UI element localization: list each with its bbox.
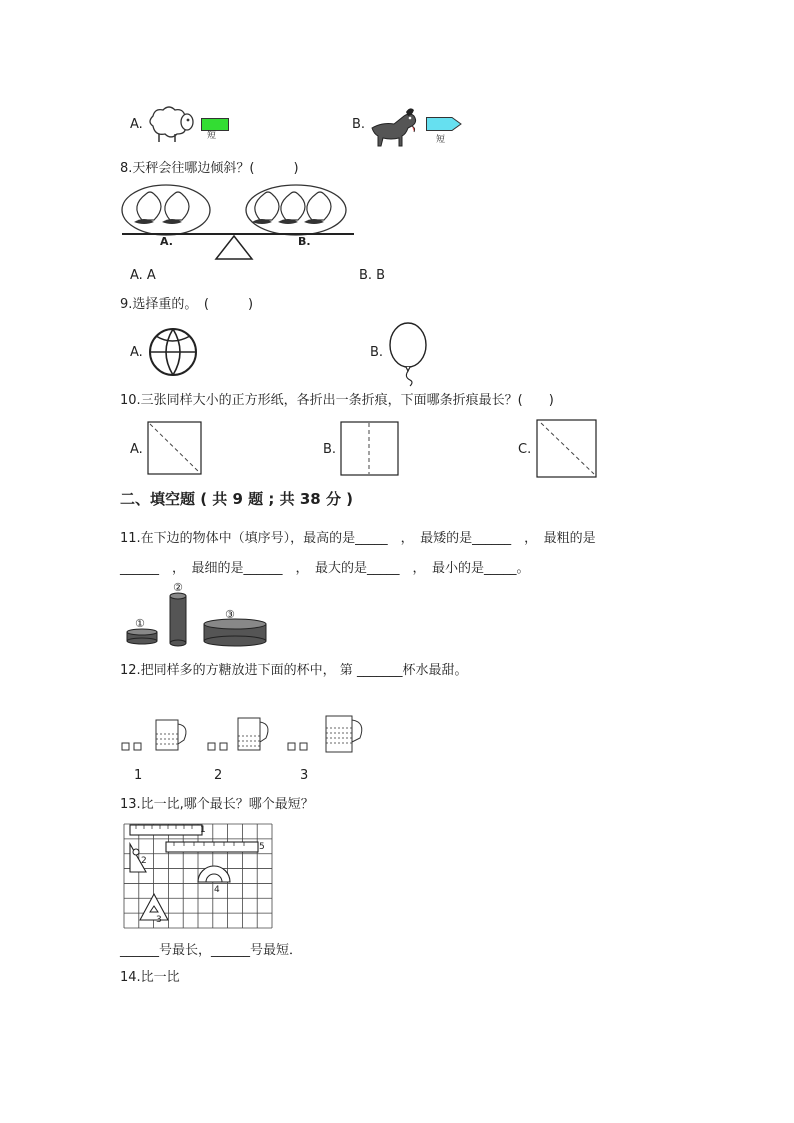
q10-question: 10.三张同样大小的正方形纸，各折出一条折痕，下面哪条折痕最长？( ) (120, 393, 554, 408)
q13-question: 13.比一比,哪个最长？哪个最短？ (120, 797, 314, 812)
ruler-label-3: 3 (156, 915, 162, 925)
q14-question: 14.比一比 (120, 970, 180, 985)
q12-question: 12.把同样多的方糖放进下面的杯中， 第 _______杯水最甜。 (120, 663, 468, 678)
q8-option-b[interactable]: B. B (359, 268, 386, 283)
cup-label-2: 2 (214, 768, 223, 783)
q10-option-b[interactable]: B. (323, 442, 337, 457)
balloon-icon (386, 321, 434, 387)
short-arrow-b (426, 117, 462, 131)
q7-option-b[interactable]: B. (352, 117, 366, 132)
object-label-1: ① (135, 617, 145, 630)
ruler-label-1: 1 (200, 825, 206, 835)
pan-a-label: A. (160, 235, 173, 248)
paper-fold-c (536, 419, 598, 479)
arrow-b-label: 短 (436, 135, 446, 145)
cups-figure (120, 712, 370, 756)
q11-line1: 11.在下边的物体中（填序号），最高的是_____ ， 最矮的是______ ， 最粗的是 (120, 531, 596, 546)
q8-question: 8.天秤会往哪边倾斜？( ) (120, 161, 299, 176)
q9-option-a[interactable]: A. (130, 345, 143, 360)
q13-answer: ______号最长，______号最短． (120, 943, 303, 958)
ruler-label-5: 5 (259, 842, 265, 852)
sheep-icon (145, 104, 195, 144)
q7-option-a[interactable]: A. (130, 117, 143, 132)
dog-icon (368, 106, 422, 146)
object-label-3: ③ (225, 608, 235, 621)
pan-b-label: B. (298, 235, 311, 248)
cup-label-3: 3 (300, 768, 309, 783)
q9-option-b[interactable]: B. (370, 345, 384, 360)
bar-a-label: 短 (207, 131, 217, 141)
q10-option-a[interactable]: A. (130, 442, 143, 457)
basketball-icon (148, 327, 200, 377)
ruler-label-2: 2 (141, 856, 147, 866)
ruler-grid-figure (122, 822, 274, 930)
object-label-2: ② (173, 581, 183, 594)
balance-scale-figure (120, 180, 356, 262)
q8-option-a[interactable]: A. A (130, 268, 156, 283)
q9-question: 9.选择重的。 ( ) (120, 297, 254, 312)
paper-fold-a (147, 421, 203, 477)
cup-label-1: 1 (134, 768, 143, 783)
paper-fold-b (340, 421, 400, 477)
short-bar-a (201, 118, 229, 131)
cylinders-figure (124, 580, 274, 648)
ruler-label-4: 4 (214, 885, 220, 895)
section-title: 二、填空题 ( 共 9 题 ; 共 38 分 ) (120, 490, 354, 508)
q10-option-c[interactable]: C. (518, 442, 532, 457)
q11-line2: ______ ， 最细的是______ ， 最大的是_____ ， 最小的是_____。 (120, 561, 530, 576)
